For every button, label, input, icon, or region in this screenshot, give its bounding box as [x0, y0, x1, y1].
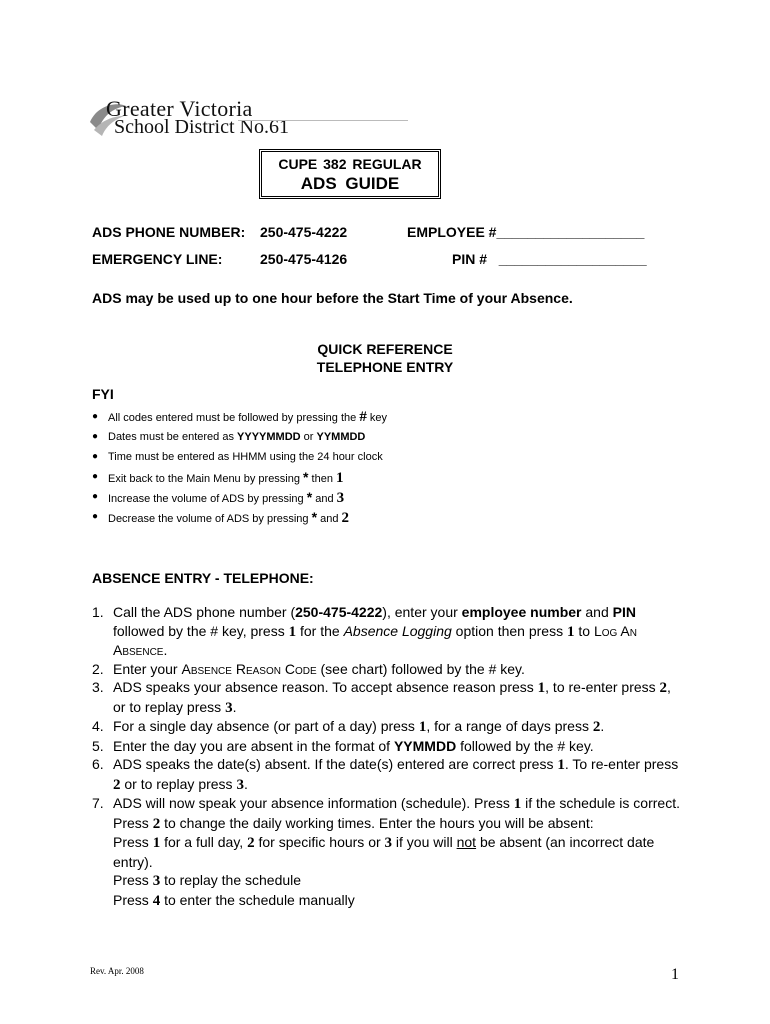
title-line-2: ADS GUIDE: [300, 174, 400, 193]
quick-reference-line-1: QUICK REFERENCE: [317, 341, 453, 357]
pin-field: [452, 251, 647, 267]
employee-label: EMPLOYEE #: [407, 224, 497, 240]
step-6: 6. ADS speaks the date(s) absent. If the date(s) entered are correct press 1. To re-enter press 2 or to replay press 3.: [92, 756, 679, 793]
pin-blank: ___________________: [498, 251, 647, 267]
star-key: *: [303, 469, 309, 485]
revision-note: Rev. Apr. 2008: [90, 966, 144, 976]
list-item: ● Decrease the volume of ADS by pressing * and 2: [92, 509, 350, 526]
employee-field: [407, 224, 644, 240]
phone-value: 250-475-4222: [260, 224, 348, 240]
bullet-icon: ●: [92, 411, 99, 422]
star-key: *: [311, 509, 318, 525]
fyi-list: [92, 407, 692, 527]
logo-line-1: Greater Victoria: [106, 96, 253, 121]
absence-entry-heading: ABSENCE ENTRY - TELEPHONE:: [92, 570, 314, 586]
step-2: 2. Enter your Absence Reason Code (see chart) followed by the # key.: [92, 660, 525, 677]
emergency-label: EMERGENCY LINE:: [92, 251, 223, 267]
emergency-value: 250-475-4126: [260, 251, 348, 267]
list-item: ● Exit back to the Main Menu by pressing * then 1: [92, 469, 344, 486]
bullet-icon: ●: [92, 431, 99, 442]
bullet-icon: ●: [92, 451, 99, 462]
district-logo: [88, 92, 408, 144]
step-3: 3. ADS speaks your absence reason. To accept absence reason press 1, to re-enter press 2, or to replay press 3.: [92, 679, 671, 716]
bullet-icon: ●: [92, 471, 99, 482]
step-7: 7. ADS will now speak your absence information (schedule). Press 1 if the schedule is correct. Press 2 to change the daily working times. Enter the hours you will be absent: Press 1 for a full day, 2 for specific hours or 3 if you will not be absent (an incorrect date entry). Press 3 to replay the schedule Press 4 to enter the schedule manually: [92, 795, 680, 909]
step-5: 5. Enter the day you are absent in the format of YYMMDD followed by the # key.: [92, 737, 594, 754]
title-line-1: CUPE 382 REGULAR: [278, 156, 422, 172]
absence-steps: [92, 603, 682, 910]
phone-label: ADS PHONE NUMBER:: [92, 224, 246, 240]
step-1: 1. Call the ADS phone number (250-475-4222), enter your employee number and PIN followed by the # key, press 1 for the Absence Logging option then press 1 to Log An Absence.: [92, 604, 637, 658]
bullet-icon: ●: [92, 511, 99, 522]
list-item: ● Time must be entered as HHMM using the 24 hour clock: [92, 447, 692, 467]
list-item: ● Increase the volume of ADS by pressing * and 3: [92, 489, 345, 506]
fyi-heading: FYI: [92, 386, 114, 402]
logo-rule: [238, 120, 408, 121]
employee-blank: ___________________: [496, 224, 645, 240]
pin-label: PIN #: [452, 251, 488, 267]
star-key: *: [306, 489, 313, 505]
notice-text: ADS may be used up to one hour before the Start Time of your Absence.: [92, 290, 573, 306]
list-item: ● Dates must be entered as YYYYMMDD or YYMMDD: [92, 427, 692, 447]
quick-reference-line-2: TELEPHONE ENTRY: [316, 359, 454, 375]
bullet-icon: ●: [92, 491, 99, 502]
list-item: ● All codes entered must be followed by pressing the # key: [92, 409, 387, 425]
page-number: 1: [671, 966, 679, 983]
title-box: [259, 149, 441, 199]
logo-line-2: School District No.61: [114, 116, 289, 138]
hash-key: #: [359, 409, 367, 425]
step-4: 4. For a single day absence (or part of a day) press 1, for a range of days press 2.: [92, 718, 605, 735]
